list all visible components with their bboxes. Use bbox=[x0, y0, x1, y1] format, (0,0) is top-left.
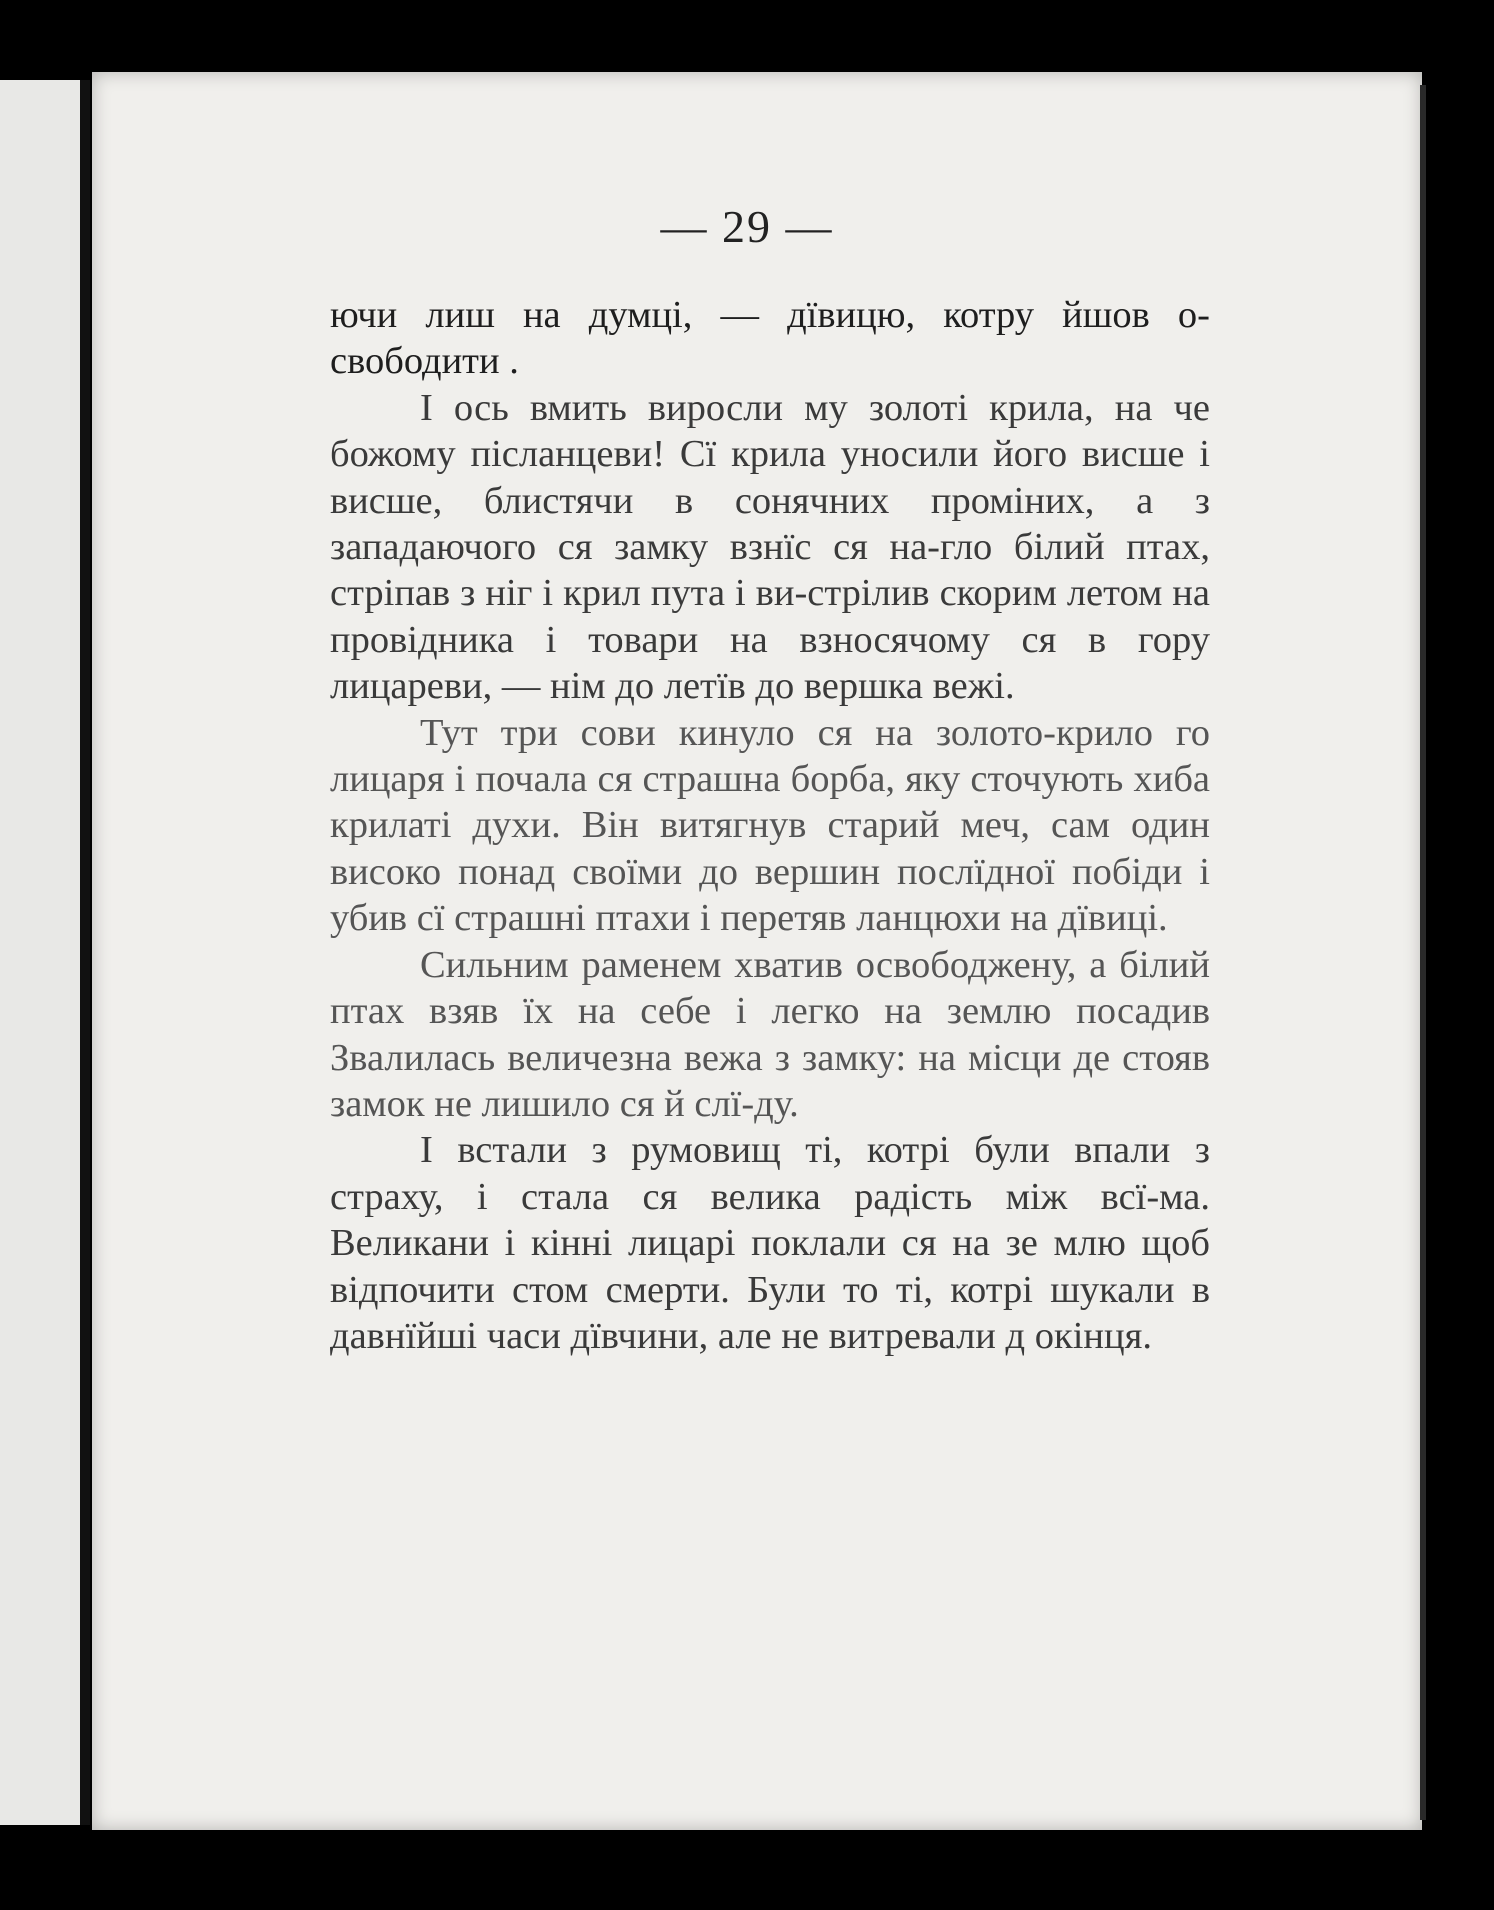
page-text bbox=[330, 292, 1210, 1359]
paragraph-1: ючи лиш на думці, — дївицю, котру йшов о-свободити . bbox=[330, 294, 1210, 383]
adjacent-page-edge bbox=[0, 80, 80, 1825]
paragraph-4: Сильним раменем хватив освободжену, а білий птах взяв їх на себе і легко на землю посадив Звалилась величезна вежа з замку: на місци де стояв замок не лишило ся й слї-ду. bbox=[330, 943, 1210, 1125]
paragraph-2: І ось вмить виросли му золоті крила, на че божому післанцеви! Сї крила уносили його висше і висше, блистячи в сонячних проміних, а з западаючого ся замку взнїс ся на-гло білий птах, стріпав з ніг і крил пута і ви-стрілив скорим летом на провідника і товари на взносячому ся в гору лицареви, — нім до летїв до вершка вежі. bbox=[330, 386, 1210, 708]
book-spine bbox=[80, 80, 90, 1825]
page-number: — 29 — bbox=[660, 201, 834, 252]
paragraph-5: І встали з румовищ ті, котрі були впали з страху, і стала ся велика радість між всї-ма. Великани і кінні лицарі поклали ся на зе млю щоб вiдпочити стом смерти. Були то ті, котрі шукали в давнїйші часи дївчини, але не витревали д окінця. bbox=[330, 1129, 1210, 1357]
page-right-edge bbox=[1420, 85, 1426, 1820]
paragraph-3: Тут три сови кинуло ся на золото-крило го лицаря і почала ся страшна борба, яку сточують хиба крилаті духи. Він витягнув старий меч, сам один високо понад своїми до вершин послїдної побіди і убив сї страшні птахи і перетяв ланцюхи на дївиці. bbox=[330, 711, 1210, 940]
